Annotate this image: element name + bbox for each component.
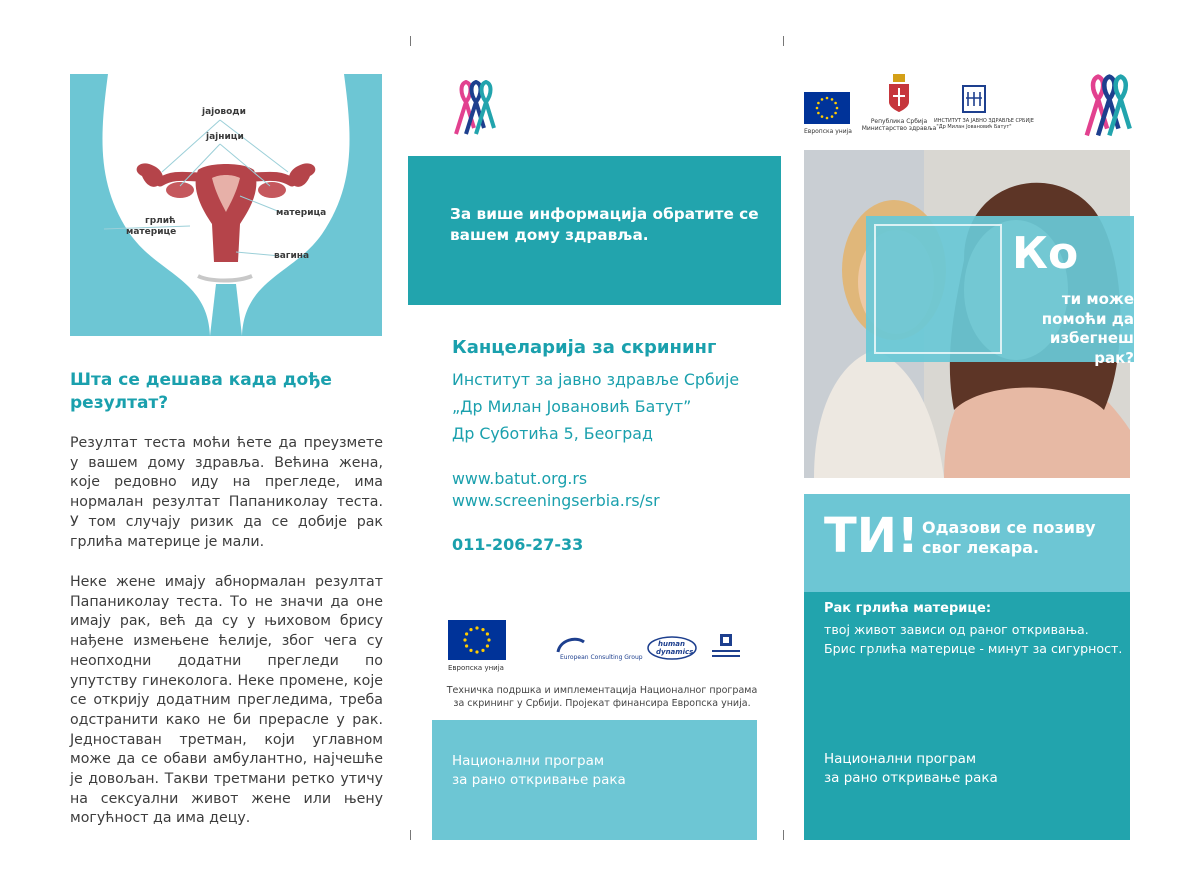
ribbon-logo [450,80,496,136]
program-line-1-p3: Национални програм [824,751,977,767]
eu-flag-icon [804,92,850,124]
eu-logo-small [804,92,852,135]
batut-institute-logo [934,84,1034,130]
label-fallopian-tubes: јајоводи [202,107,246,117]
agency-emblem-icon [712,634,740,660]
result-paragraph-2: Неке жене имају абнормалан резултат Папаниколау теста. То не значи да оне имају рак, већ да су у њиховом брису нађене измењене ћелије, због чега су неопходни додатни прегледи по упутству гинеколога. Неке промене, које се открију додатним прегледима, треба одстранити како не би прерасле у рак. Једноставан третман, који углавном може да се обави амбулантно, најчешће је довољан. Такви третмани ретко утичу на сексуални живот жене или њену могућност да има децу. [70,574,384,827]
ti-word: ТИ! [824,508,919,564]
info-box [408,156,781,305]
crop-mark [783,830,784,840]
address-line-1: Институт за јавно здравље Србије [452,370,740,389]
program-line-1: Национални програм [452,753,605,769]
photo-highlight-frame [874,224,1002,354]
cervical-heading: Рак грлића материце: [824,601,992,616]
cervical-text: твој живот зависи од раног откривања. Брис грлића материце - минут за сигурност. [824,622,1123,656]
awareness-ribbon-icon [1080,74,1132,138]
eu-logo-small-label: Европска унија [804,128,852,135]
crop-mark [410,36,411,46]
ko-box [866,216,1134,367]
address-line-2: „Др Милан Јовановић Батут” [452,397,692,416]
result-paragraph-1: Резултат теста моћи ћете да преузмете у вашем дому здравља. Већина жена, које редовно иду на прегледе, има нормалан резултат Папаниколау теста. У том случају ризик да се добије рак грлића материце је мали. [70,435,384,550]
ti-box [804,494,1130,592]
office-title: Канцеларија за скрининг [452,337,717,358]
crop-mark [410,830,411,840]
awareness-ribbon-icon [450,80,496,136]
serbia-logo-line-1: Република Србија [870,118,928,125]
program-line-2-p3: за рано откривање рака [824,770,998,786]
eu-logo [448,620,506,672]
serbia-coat-of-arms-icon [887,74,911,114]
label-cervix-1: грлић [145,216,176,226]
info-text-1: За више информација обратите се [450,205,759,223]
website-link-1[interactable]: www.batut.org.rs [452,469,588,488]
support-text: Техничка подршка и имплементација Националног програма за скрининг у Србији. Пројекат финансира Европска унија. [446,685,758,709]
ecg-logo [554,634,643,664]
label-cervix-2: материце [126,227,177,237]
eu-logo-label: Европска унија [448,664,504,672]
eu-flag-icon [448,620,506,660]
serbia-logo-line-2: Министарство здравља [861,125,937,132]
info-text-2: вашем дому здравља. [450,226,649,244]
label-uterus: материца [276,208,327,218]
agency-logo [712,634,740,664]
website-link-2[interactable]: www.screeningserbia.rs/sr [452,491,660,510]
human-dynamics-logo [646,634,704,662]
program-line-2: за рано откривање рака [452,772,626,788]
result-heading: Шта се дешава када дође резултат? [70,370,332,413]
label-ovaries: јајници [206,132,244,142]
phone-number: 011-206-27-33 [452,535,584,554]
ecg-logo-label: European Consulting Group [560,654,643,661]
ko-word: Ко [1012,228,1079,279]
label-vagina: вагина [274,251,310,261]
ribbon-logo-2 [1080,74,1132,138]
crop-mark [783,36,784,46]
address-line-3: Др Суботића 5, Београд [452,424,653,443]
institute-logo-line-1: ИНСТИТУТ ЗА ЈАВНО ЗДРАВЉЕ СРБИЈЕ [934,118,1034,124]
institute-logo-line-2: "Др Милан Јовановић Батут" [936,124,1012,130]
serbia-ministry-logo [858,74,940,132]
institute-emblem-icon [961,84,987,114]
cervical-info-box [804,592,1130,840]
program-box [432,720,757,840]
anatomy-figure [70,74,382,336]
ko-question: ти може помоћи да избегнеш рак? [1041,290,1134,367]
human-dynamics-label-2: dynamics [656,648,694,656]
human-dynamics-label-1: human [658,640,685,648]
call-doctor-text: Одазови се позиву свог лекара. [922,518,1096,557]
